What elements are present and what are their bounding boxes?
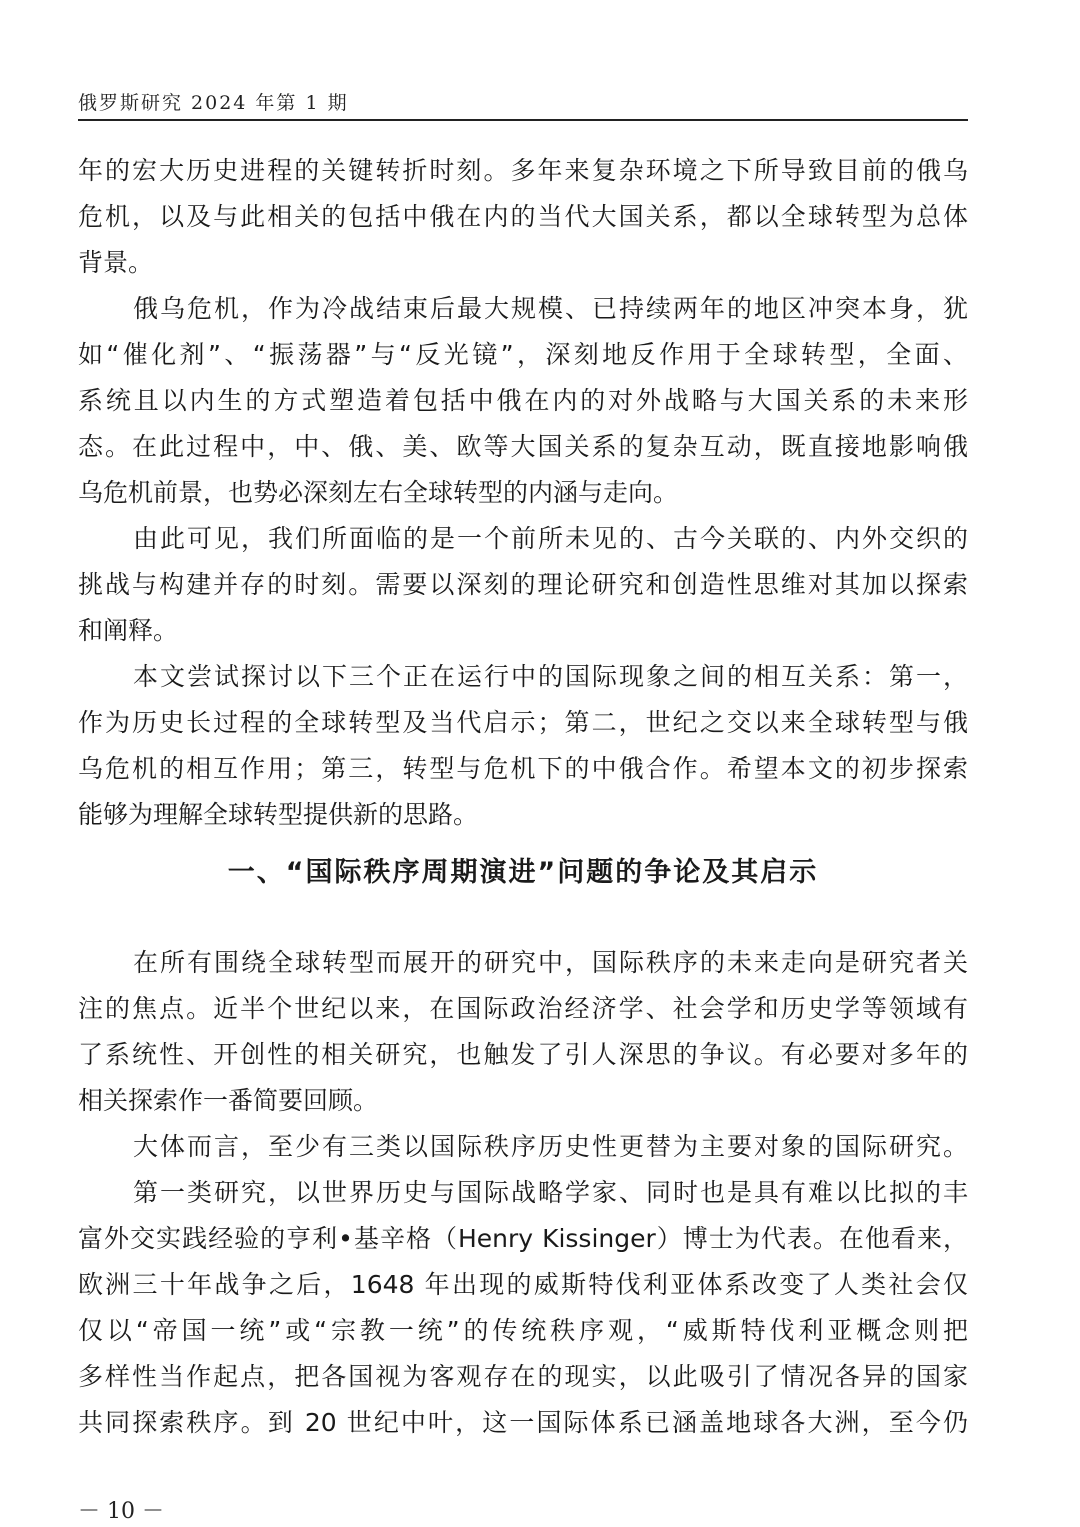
text-line: 能够为理解全球转型提供新的思路。 — [78, 800, 479, 829]
text-line: 第一类研究，以世界历史与国际战略学家、同时也是具有难以比拟的丰 — [133, 1178, 968, 1207]
text-line: 了系统性、开创性的相关研究，也触发了引人深思的争议。有必要对多年的 — [78, 1040, 968, 1069]
text-line: 态。在此过程中，中、俄、美、欧等大国关系的复杂互动，既直接地影响俄 — [78, 432, 968, 461]
text-line: 乌危机的相互作用；第三，转型与危机下的中俄合作。希望本文的初步探索 — [78, 754, 968, 783]
text-line: 欧洲三十年战争之后，1648 年出现的威斯特伐利亚体系改变了人类社会仅 — [78, 1270, 968, 1299]
text-line: 背景。 — [78, 248, 154, 277]
text-line: 相关探索作一番简要回顾。 — [78, 1086, 379, 1115]
section-heading: 一、“国际秩序周期演进”问题的争论及其启示 — [227, 857, 819, 888]
text-line: 富外交实践经验的亨利•基辛格（Henry Kissinger）博士为代表。在他看来， — [78, 1224, 968, 1253]
text-line: 由此可见，我们所面临的是一个前所未见的、古今关联的、内外交织的 — [133, 524, 968, 553]
section-one-paragraphs — [78, 940, 968, 1446]
text-line: 在所有围绕全球转型而展开的研究中，国际秩序的未来走向是研究者关 — [133, 948, 968, 977]
text-line: 如“催化剂”、“振荡器”与“反光镜”，深刻地反作用于全球转型，全面、 — [78, 340, 968, 369]
text-line: 俄乌危机，作为冷战结束后最大规模、已持续两年的地区冲突本身，犹 — [133, 294, 968, 323]
text-line: 系统且以内生的方式塑造着包括中俄在内的对外战略与大国关系的未来形 — [78, 386, 968, 415]
running-header: 俄罗斯研究 2024 年第 1 期 — [78, 92, 349, 114]
text-line: 乌危机前景，也势必深刻左右全球转型的内涵与走向。 — [78, 478, 679, 507]
page-number: － 10 － — [78, 1499, 164, 1524]
intro-paragraphs — [78, 148, 968, 838]
text-line: 注的焦点。近半个世纪以来，在国际政治经济学、社会学和历史学等领域有 — [78, 994, 968, 1023]
text-line: 危机，以及与此相关的包括中俄在内的当代大国关系，都以全球转型为总体 — [78, 202, 968, 231]
text-line: 多样性当作起点，把各国视为客观存在的现实，以此吸引了情况各异的国家 — [78, 1362, 968, 1391]
text-line: 和阐释。 — [78, 616, 179, 645]
text-line: 共同探索秩序。到 20 世纪中叶，这一国际体系已涵盖地球各大洲，至今仍 — [78, 1408, 968, 1437]
header-rule — [78, 119, 968, 121]
text-line: 挑战与构建并存的时刻。需要以深刻的理论研究和创造性思维对其加以探索 — [78, 570, 968, 599]
text-line: 大体而言，至少有三类以国际秩序历史性更替为主要对象的国际研究。 — [133, 1132, 968, 1161]
text-line: 仅以“帝国一统”或“宗教一统”的传统秩序观，“威斯特伐利亚概念则把 — [78, 1316, 968, 1345]
text-line: 年的宏大历史进程的关键转折时刻。多年来复杂环境之下所导致目前的俄乌 — [78, 156, 968, 185]
text-line: 作为历史长过程的全球转型及当代启示；第二，世纪之交以来全球转型与俄 — [78, 708, 968, 737]
text-line: 本文尝试探讨以下三个正在运行中的国际现象之间的相互关系：第一， — [133, 662, 968, 691]
